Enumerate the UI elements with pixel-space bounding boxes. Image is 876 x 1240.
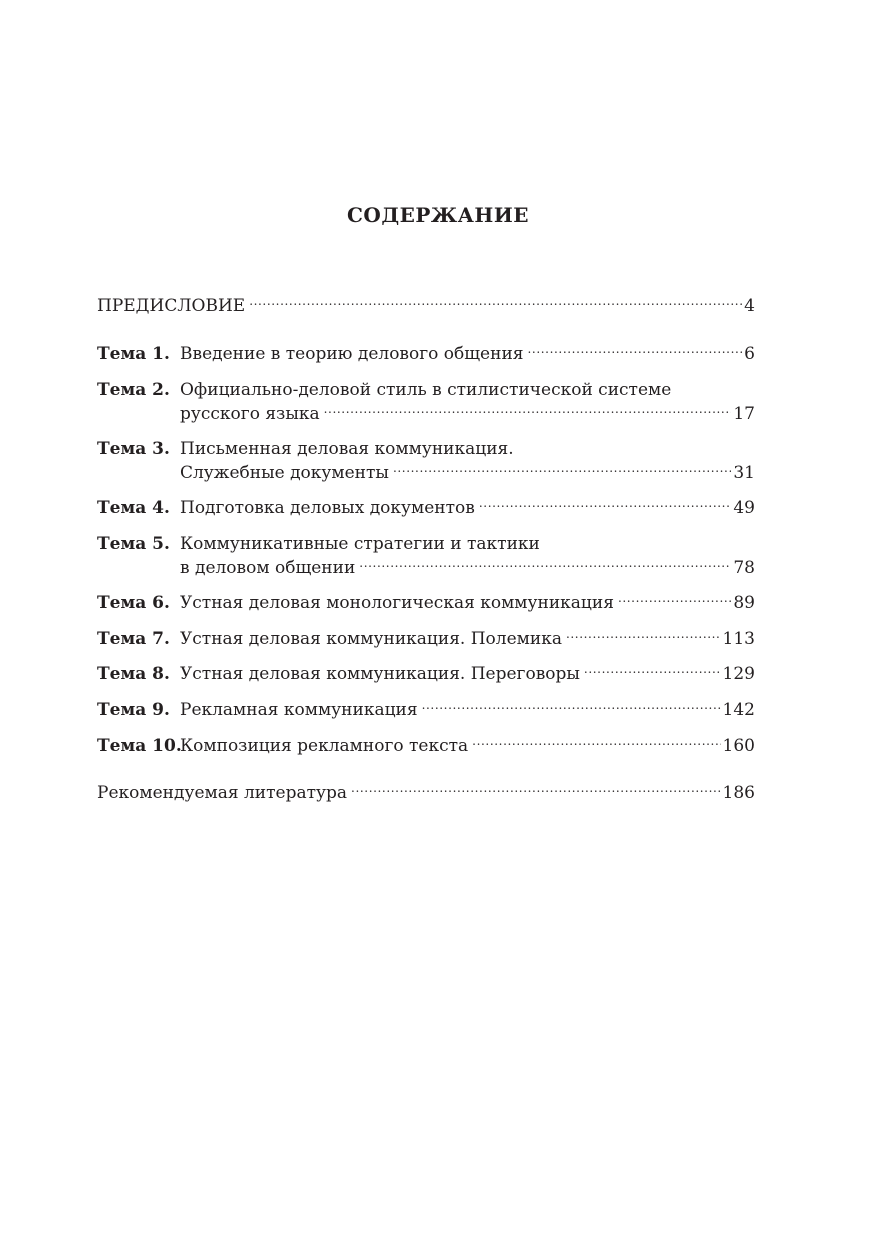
toc-entry-text: Официально-деловой стиль в стилистической системе <box>180 380 672 400</box>
leader-dots <box>584 662 721 679</box>
toc-entry-topic-6[interactable] <box>97 591 755 615</box>
toc-page-number: 186 <box>722 783 755 803</box>
toc-entry-topic-8[interactable] <box>97 662 755 686</box>
toc-page-number: 31 <box>733 463 755 483</box>
toc-entry-text-continued: Служебные документы <box>180 463 389 483</box>
leader-dots <box>359 556 731 573</box>
toc-page-number: 142 <box>722 700 755 720</box>
leader-dots <box>324 402 732 419</box>
toc-entry-topic-5[interactable] <box>97 532 755 580</box>
toc-entry-literature[interactable] <box>97 781 755 805</box>
toc-entry-topic-3[interactable] <box>97 437 755 485</box>
toc-entry-text: Письменная деловая коммуникация. <box>180 439 514 459</box>
topic-label: Тема 1. <box>97 344 170 364</box>
toc-page-number: 113 <box>722 629 755 649</box>
toc-entry-text: Подготовка деловых документов <box>180 498 475 518</box>
toc-entry-preface[interactable] <box>97 294 755 318</box>
toc-page-number: 17 <box>733 404 755 424</box>
toc-entry-text: Введение в теорию делового общения <box>180 344 524 364</box>
leader-dots <box>351 781 721 798</box>
topic-label: Тема 9. <box>97 700 170 720</box>
topic-label: Тема 5. <box>97 534 170 554</box>
toc-entry-text: Устная деловая коммуникация. Переговоры <box>180 664 580 684</box>
toc-entry-text: ПРЕДИСЛОВИЕ <box>97 296 246 316</box>
topic-label: Тема 6. <box>97 593 170 613</box>
toc-entry-topic-4[interactable] <box>97 496 755 520</box>
leader-dots <box>528 342 743 359</box>
topic-label: Тема 4. <box>97 498 170 518</box>
toc-entry-text: Коммуникативные стратегии и тактики <box>180 534 540 554</box>
leader-dots <box>618 591 731 608</box>
toc-page-number: 4 <box>744 296 755 316</box>
topic-label: Тема 7. <box>97 629 170 649</box>
toc-entry-topic-9[interactable] <box>97 698 755 722</box>
toc-entry-text: Рекламная коммуникация <box>180 700 418 720</box>
toc-page-number: 129 <box>722 664 755 684</box>
toc-entry-topic-10[interactable] <box>97 734 755 758</box>
page-title: СОДЕРЖАНИЕ <box>347 203 529 227</box>
topic-label: Тема 10. <box>97 736 182 756</box>
toc-entry-text: Композиция рекламного текста <box>180 736 469 756</box>
toc-entry-topic-2[interactable] <box>97 378 755 426</box>
toc-entry-text: Рекомендуемая литература <box>97 783 348 803</box>
toc-page-number: 6 <box>744 344 755 364</box>
toc-page-number: 89 <box>733 593 755 613</box>
toc-entry-topic-7[interactable] <box>97 627 755 651</box>
topic-label: Тема 2. <box>97 380 170 400</box>
toc-entry-text-continued: русского языка <box>180 404 320 424</box>
toc-entry-text-continued: в деловом общении <box>180 558 356 578</box>
leader-dots <box>422 698 721 715</box>
toc-entry-topic-1[interactable] <box>97 342 755 366</box>
toc-entry-text: Устная деловая монологическая коммуникация <box>180 593 614 613</box>
leader-dots <box>472 734 720 751</box>
toc-entry-text: Устная деловая коммуникация. Полемика <box>180 629 562 649</box>
leader-dots <box>249 294 742 311</box>
topic-label: Тема 8. <box>97 664 170 684</box>
toc-page-number: 160 <box>722 736 755 756</box>
leader-dots <box>479 496 732 513</box>
toc-page-number: 49 <box>733 498 755 518</box>
topic-label: Тема 3. <box>97 439 170 459</box>
toc-page-number: 78 <box>733 558 755 578</box>
leader-dots <box>393 461 731 478</box>
leader-dots <box>566 627 721 644</box>
